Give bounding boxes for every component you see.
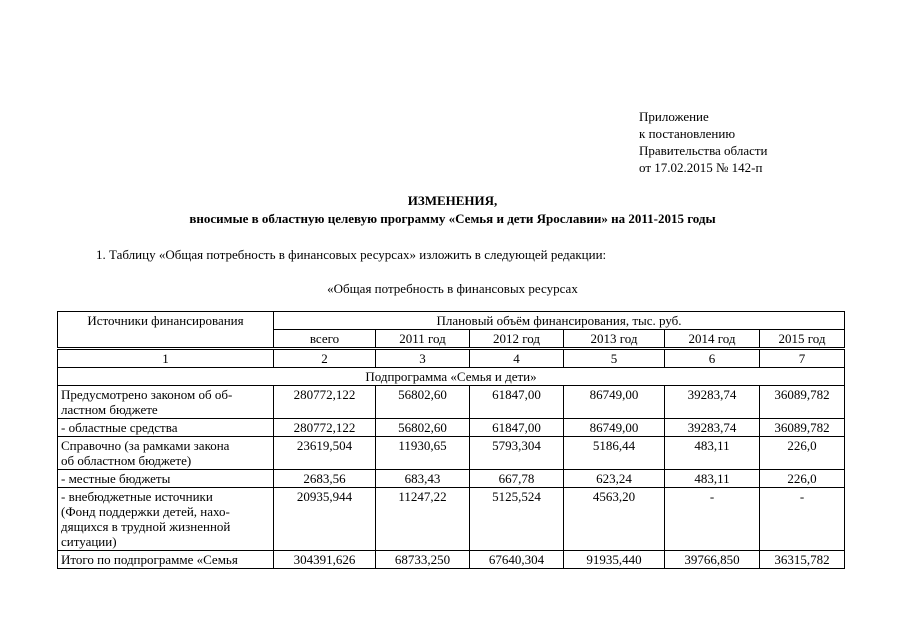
row-label-cell: - внебюджетные источники (Фонд поддержки детей, нахо- дящихся в трудной жизненной ситуации) <box>58 488 274 551</box>
year-header-cell: 2011 год <box>376 330 470 349</box>
year-header-cell: всего <box>274 330 376 349</box>
value-cell: 667,78 <box>470 470 564 488</box>
column-number-cell: 7 <box>760 349 845 368</box>
value-cell: 36089,782 <box>760 419 845 437</box>
row-label-cell: Итого по подпрограмме «Семья <box>58 551 274 569</box>
row-label-cell: Предусмотрено законом об об- ластном бюджете <box>58 386 274 419</box>
table-row <box>58 470 845 488</box>
value-cell: 61847,00 <box>470 386 564 419</box>
value-cell: - <box>665 488 760 551</box>
appendix-line: к постановлению <box>639 126 736 141</box>
value-cell: 280772,122 <box>274 386 376 419</box>
value-cell: 86749,00 <box>564 419 665 437</box>
table-row <box>58 419 845 437</box>
value-cell: 36089,782 <box>760 386 845 419</box>
year-header-cell: 2014 год <box>665 330 760 349</box>
value-cell: 226,0 <box>760 437 845 470</box>
appendix-line: Приложение <box>639 109 709 124</box>
column-number-cell: 3 <box>376 349 470 368</box>
instruction-paragraph: 1. Таблицу «Общая потребность в финансовых ресурсах» изложить в следующей редакции: <box>96 247 607 262</box>
year-header-cell: 2012 год <box>470 330 564 349</box>
table-row <box>58 551 845 569</box>
value-cell: 226,0 <box>760 470 845 488</box>
value-cell: 20935,944 <box>274 488 376 551</box>
source-header-cell: Источники финансирования <box>58 312 274 349</box>
appendix-block <box>639 108 768 176</box>
row-label-cell: Справочно (за рамками закона об областном бюджете) <box>58 437 274 470</box>
value-cell: 5125,524 <box>470 488 564 551</box>
value-cell: 56802,60 <box>376 386 470 419</box>
year-header-cell: 2015 год <box>760 330 845 349</box>
column-number-cell: 5 <box>564 349 665 368</box>
value-cell: 5186,44 <box>564 437 665 470</box>
column-number-cell: 4 <box>470 349 564 368</box>
row-label-cell: - местные бюджеты <box>58 470 274 488</box>
value-cell: 56802,60 <box>376 419 470 437</box>
year-header-cell: 2013 год <box>564 330 665 349</box>
value-cell: - <box>760 488 845 551</box>
value-cell: 86749,00 <box>564 386 665 419</box>
column-number-cell: 6 <box>665 349 760 368</box>
appendix-line: Правительства области <box>639 143 768 158</box>
value-cell: 11247,22 <box>376 488 470 551</box>
value-cell: 483,11 <box>665 437 760 470</box>
column-number-cell: 2 <box>274 349 376 368</box>
value-cell: 5793,304 <box>470 437 564 470</box>
value-cell: 67640,304 <box>470 551 564 569</box>
value-cell: 39283,74 <box>665 386 760 419</box>
subprogram-title-cell: Подпрограмма «Семья и дети» <box>58 368 845 386</box>
value-cell: 11930,65 <box>376 437 470 470</box>
value-cell: 91935,440 <box>564 551 665 569</box>
table-row <box>58 437 845 470</box>
value-cell: 683,43 <box>376 470 470 488</box>
plan-header-cell: Плановый объём финансирования, тыс. руб. <box>274 312 845 330</box>
value-cell: 23619,504 <box>274 437 376 470</box>
table-row <box>58 488 845 551</box>
row-label-cell: - областные средства <box>58 419 274 437</box>
value-cell: 280772,122 <box>274 419 376 437</box>
table-row <box>58 386 845 419</box>
appendix-line: от 17.02.2015 № 142-п <box>639 160 763 175</box>
value-cell: 61847,00 <box>470 419 564 437</box>
value-cell: 483,11 <box>665 470 760 488</box>
value-cell: 304391,626 <box>274 551 376 569</box>
value-cell: 39283,74 <box>665 419 760 437</box>
value-cell: 36315,782 <box>760 551 845 569</box>
document-title: ИЗМЕНЕНИЯ, <box>407 193 498 208</box>
value-cell: 4563,20 <box>564 488 665 551</box>
value-cell: 68733,250 <box>376 551 470 569</box>
value-cell: 623,24 <box>564 470 665 488</box>
column-number-cell: 1 <box>58 349 274 368</box>
document-subtitle: вносимые в областную целевую программу «Семья и дети Ярославии» на 2011-2015 годы <box>189 211 716 226</box>
value-cell: 39766,850 <box>665 551 760 569</box>
financing-table <box>57 311 845 569</box>
value-cell: 2683,56 <box>274 470 376 488</box>
table-caption: «Общая потребность в финансовых ресурсах <box>327 281 578 296</box>
